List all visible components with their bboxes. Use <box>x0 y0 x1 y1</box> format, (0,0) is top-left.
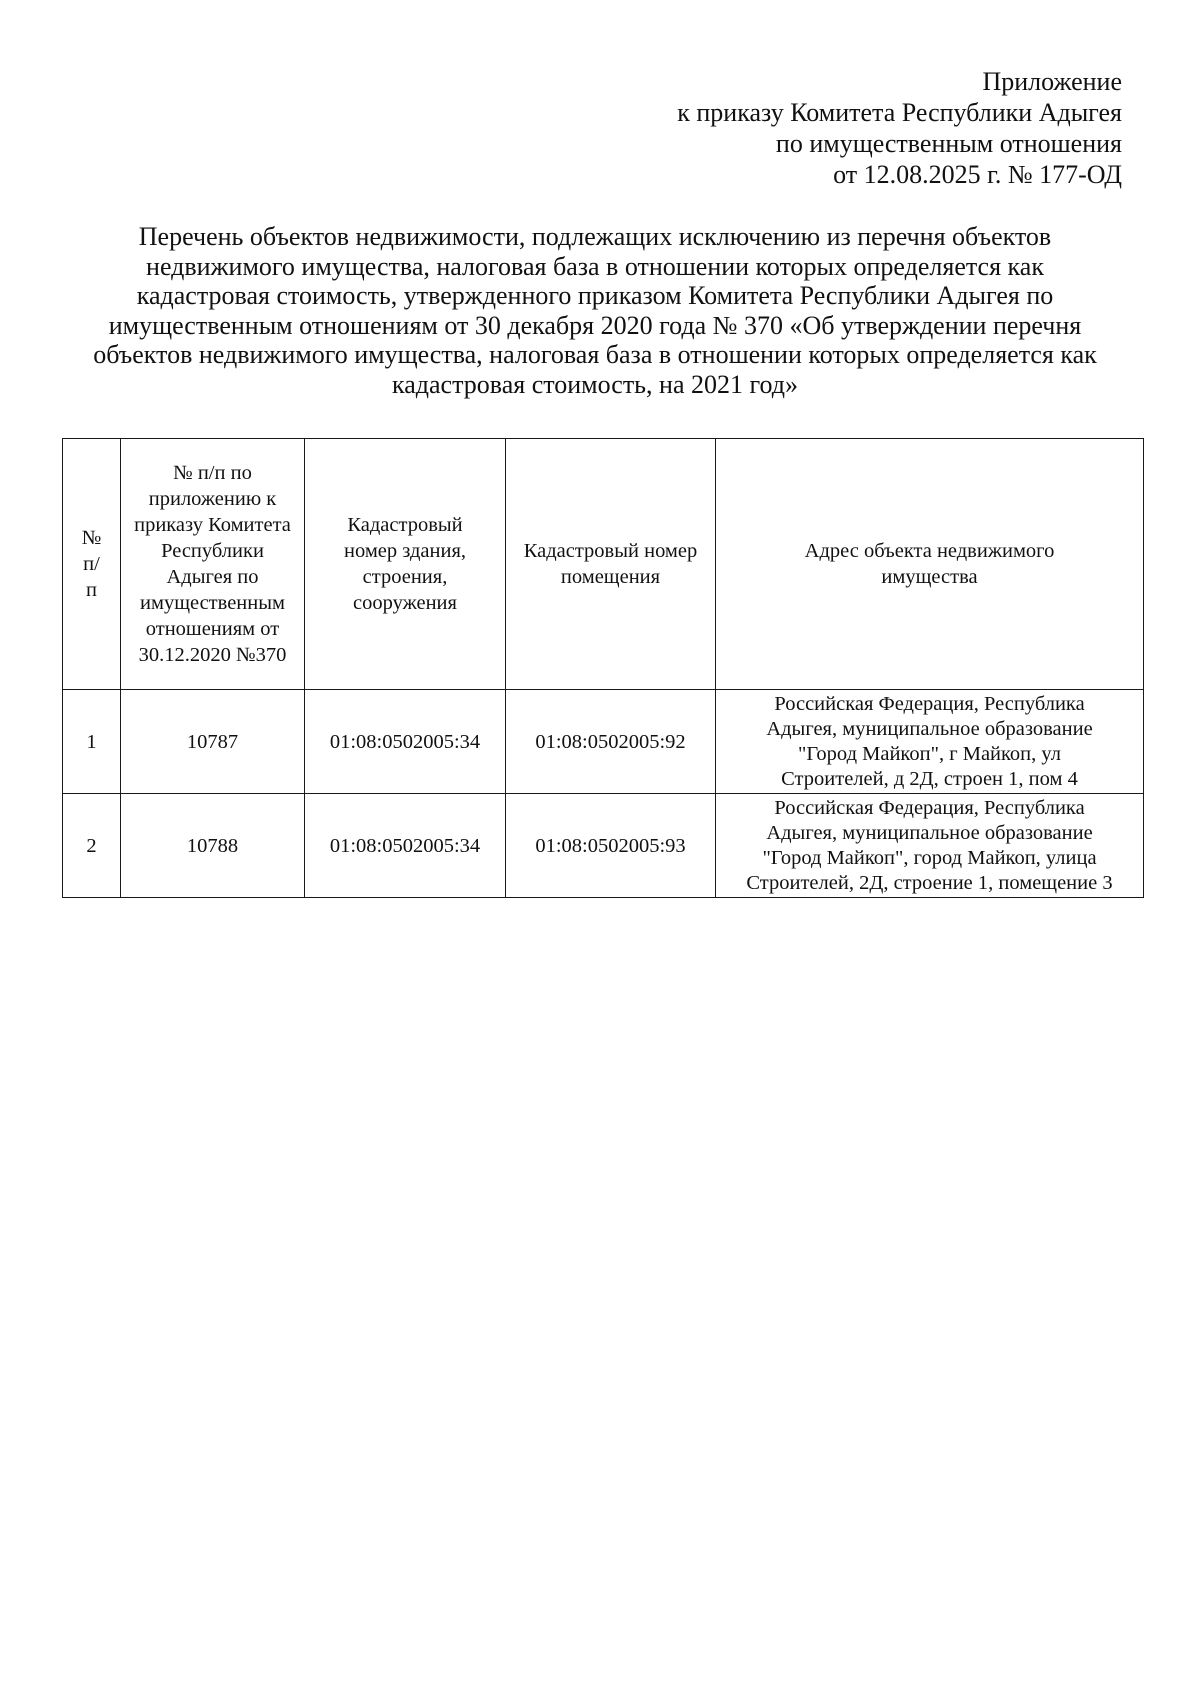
cell-building-cadastral: 01:08:0502005:34 <box>305 794 506 898</box>
title-line: кадастровая стоимость, на 2021 год» <box>392 369 798 399</box>
header-row-number-text: № п/п <box>81 527 102 601</box>
table-header-row <box>63 439 1144 690</box>
address-line: "Город Майкоп", г Майкоп, ул <box>798 742 1061 765</box>
appendix-line: по имущественным отношения <box>775 129 1122 158</box>
header-building-cadastral-text: Кадастровый номер здания, строения, сооружения <box>343 514 467 614</box>
appendix-header <box>677 66 1122 190</box>
title-line: недвижимого имущества, налоговая база в отношении которых определяется как <box>146 251 1044 281</box>
cell-appendix-number: 10787 <box>121 690 305 794</box>
address-line: Строителей, д 2Д, строен 1, пом 4 <box>781 767 1078 790</box>
header-row-number <box>63 439 121 690</box>
cell-premises-cadastral: 01:08:0502005:92 <box>506 690 716 794</box>
header-address <box>716 439 1144 690</box>
cell-address <box>716 794 1144 898</box>
header-address-text: Адрес объекта недвижимого имущества <box>804 540 1055 588</box>
appendix-line: от 12.08.2025 г. № 177-ОД <box>833 160 1122 189</box>
address-line: "Город Майкоп", город Майкоп, улица <box>762 846 1097 869</box>
header-premises-cadastral-text: Кадастровый номер помещения <box>523 540 698 588</box>
title-line: Перечень объектов недвижимости, подлежащих исключению из перечня объектов <box>138 222 1052 251</box>
address-line: Российская Федерация, Республика <box>774 796 1085 819</box>
address-line: Строителей, 2Д, строение 1, помещение 3 <box>746 871 1113 894</box>
appendix-line: к приказу Комитета Республики Адыгея <box>677 98 1122 127</box>
title-line: имущественным отношениям от 30 декабря 2020 года № 370 «Об утверждении перечня <box>108 310 1082 340</box>
cell-building-cadastral: 01:08:0502005:34 <box>305 690 506 794</box>
table-row <box>63 794 1144 898</box>
header-premises-cadastral <box>506 439 716 690</box>
header-building-cadastral <box>305 439 506 690</box>
cell-appendix-number: 10788 <box>121 794 305 898</box>
address-line: Адыгея, муниципальное образование <box>766 717 1093 740</box>
appendix-line: Приложение <box>982 67 1122 96</box>
cell-row-number: 2 <box>63 794 121 898</box>
objects-table <box>62 438 1144 898</box>
table-row <box>63 690 1144 794</box>
cell-address <box>716 690 1144 794</box>
address-line: Адыгея, муниципальное образование <box>766 821 1093 844</box>
title-line: кадастровая стоимость, утвержденного приказом Комитета Республики Адыгея по <box>136 281 1054 310</box>
address-line: Российская Федерация, Республика <box>774 692 1085 715</box>
header-appendix-number <box>121 439 305 690</box>
cell-row-number: 1 <box>63 690 121 794</box>
document-title <box>55 222 1135 399</box>
title-line: объектов недвижимого имущества, налоговая база в отношении которых определяется как <box>93 340 1097 369</box>
cell-premises-cadastral: 01:08:0502005:93 <box>506 794 716 898</box>
header-appendix-number-text: № п/п по приложению к приказу Комитета Республики Адыгея по имущественным отношениям от 30.12.2020 №370 <box>134 462 291 666</box>
